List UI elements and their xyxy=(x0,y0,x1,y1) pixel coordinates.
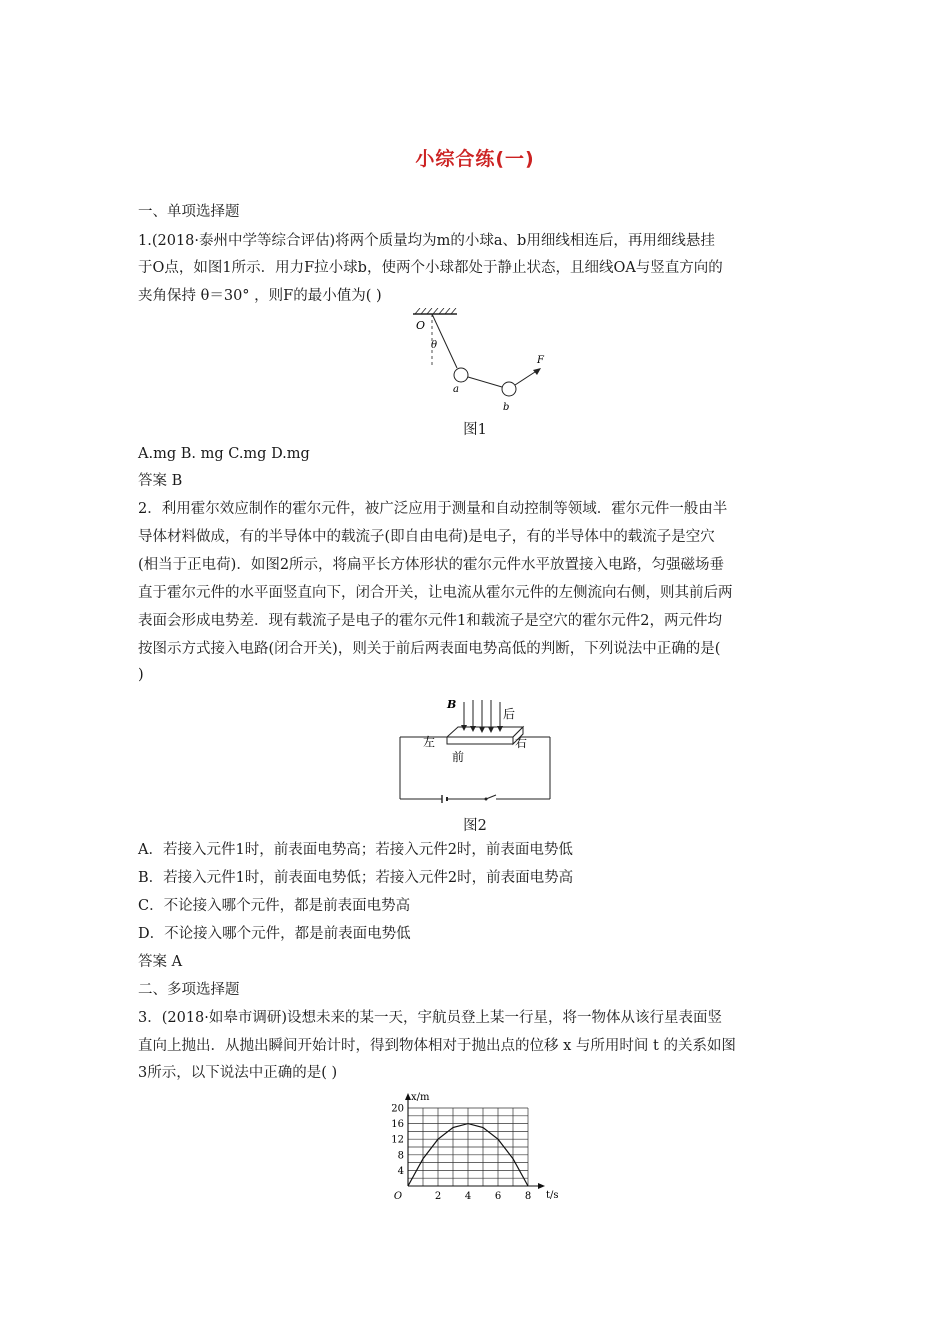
label-b: b xyxy=(503,402,510,413)
q2-text-line-3: (相当于正电荷)．如图2所示，将扁平长方体形状的霍尔元件水平放置接入电路，匀强磁场垂 xyxy=(138,557,725,573)
figure-3-displacement-chart xyxy=(380,1088,570,1203)
q1-text-line-1: 1.(2018·泰州中学等综合评估)将两个质量均为m的小球a、b用细线相连后，再用细线悬挂 xyxy=(138,233,715,249)
string-ab xyxy=(468,377,502,387)
y-tick-label: 12 xyxy=(391,1134,404,1146)
label-o: O xyxy=(416,319,426,332)
force-arrow xyxy=(515,370,538,385)
section-single-choice: 一、单项选择题 xyxy=(138,204,240,220)
x-tick-label: 8 xyxy=(524,1191,532,1202)
switch-lever xyxy=(486,795,496,799)
figure-2-hall-circuit xyxy=(395,692,555,804)
force-arrowhead xyxy=(533,368,541,375)
q2-option-d: D．不论接入哪个元件，都是前表面电势低 xyxy=(138,926,411,942)
label-theta: θ xyxy=(431,340,438,351)
label-f: F xyxy=(537,355,544,366)
figure-2-caption: 图2 xyxy=(463,818,487,834)
q1-text-line-2: 于O点，如图1所示．用力F拉小球b，使两个小球都处于静止状态，且细线OA与竖直方向的 xyxy=(138,260,723,276)
label-left: 左 xyxy=(423,735,436,749)
q2-text-line-5: 表面会形成电势差．现有载流子是电子的霍尔元件1和载流子是空穴的霍尔元件2，两元件均 xyxy=(138,613,722,629)
label-front: 前 xyxy=(452,750,465,764)
y-axis-label: x/m xyxy=(411,1092,430,1103)
q2-text-line-4: 直于霍尔元件的水平面竖直向下，闭合开关，让电流从霍尔元件的左侧流向右侧，则其前后两 xyxy=(138,585,733,601)
label-a: a xyxy=(453,384,459,395)
origin-label: O xyxy=(393,1191,403,1202)
label-back: 后 xyxy=(503,707,516,721)
q2-text-line-6: 按图示方式接入电路(闭合开关)，则关于前后两表面电势高低的判断，下列说法中正确的是( xyxy=(138,641,721,657)
ball-a xyxy=(454,368,468,382)
x-tick-label: 2 xyxy=(434,1191,442,1202)
x-tick-label: 4 xyxy=(464,1191,472,1202)
section-multi-choice: 二、多项选择题 xyxy=(138,982,240,998)
hall-element-top-face xyxy=(447,727,523,737)
q3-text-line-2: 直向上抛出．从抛出瞬间开始计时，得到物体相对于抛出点的位移 x 与所用时间 t 的关系如图 xyxy=(138,1038,736,1054)
x-axis-label: t/s xyxy=(546,1190,559,1201)
ceiling-hatch xyxy=(415,308,456,314)
q2-text-line-7: ) xyxy=(138,667,144,683)
q3-text-line-3: 3所示，以下说法中正确的是( ) xyxy=(138,1065,338,1081)
x-axis-arrowhead xyxy=(538,1183,545,1189)
q1-options: A.mg B. mg C.mg D.mg xyxy=(138,446,310,462)
q2-text-line-1: 2．利用霍尔效应制作的霍尔元件，被广泛应用于测量和自动控制等领域．霍尔元件一般由半 xyxy=(138,501,728,517)
magnetic-field-lines xyxy=(464,700,500,731)
q2-option-a: A．若接入元件1时，前表面电势高；若接入元件2时，前表面电势低 xyxy=(138,842,573,858)
label-right: 右 xyxy=(515,736,528,750)
page-title: 小综合练(一) xyxy=(415,148,535,170)
figure-1-caption: 图1 xyxy=(463,422,487,438)
y-tick-label: 4 xyxy=(397,1165,404,1177)
y-tick-label: 8 xyxy=(397,1150,404,1162)
figure-1-pendulum xyxy=(395,308,575,418)
x-tick-label: 6 xyxy=(494,1191,502,1202)
hall-element-front-face xyxy=(447,737,513,744)
y-tick-label: 16 xyxy=(391,1119,404,1131)
label-b-field: B xyxy=(447,698,457,711)
q1-text-line-3: 夹角保持 θ＝30° ，则F的最小值为( ) xyxy=(138,288,382,304)
q2-option-c: C．不论接入哪个元件，都是前表面电势高 xyxy=(138,898,411,914)
q1-answer: 答案 B xyxy=(138,473,183,489)
q2-option-b: B．若接入元件1时，前表面电势低；若接入元件2时，前表面电势高 xyxy=(138,870,574,886)
q3-text-line-1: 3．(2018·如皋市调研)设想未来的某一天，宇航员登上某一行星，将一物体从该行星表面竖 xyxy=(138,1010,723,1026)
q2-text-line-2: 导体材料做成，有的半导体中的载流子(即自由电荷)是电子，有的半导体中的载流子是空穴 xyxy=(138,529,715,545)
ball-b xyxy=(502,382,516,396)
y-tick-label: 20 xyxy=(391,1103,404,1115)
q2-answer: 答案 A xyxy=(138,954,183,970)
